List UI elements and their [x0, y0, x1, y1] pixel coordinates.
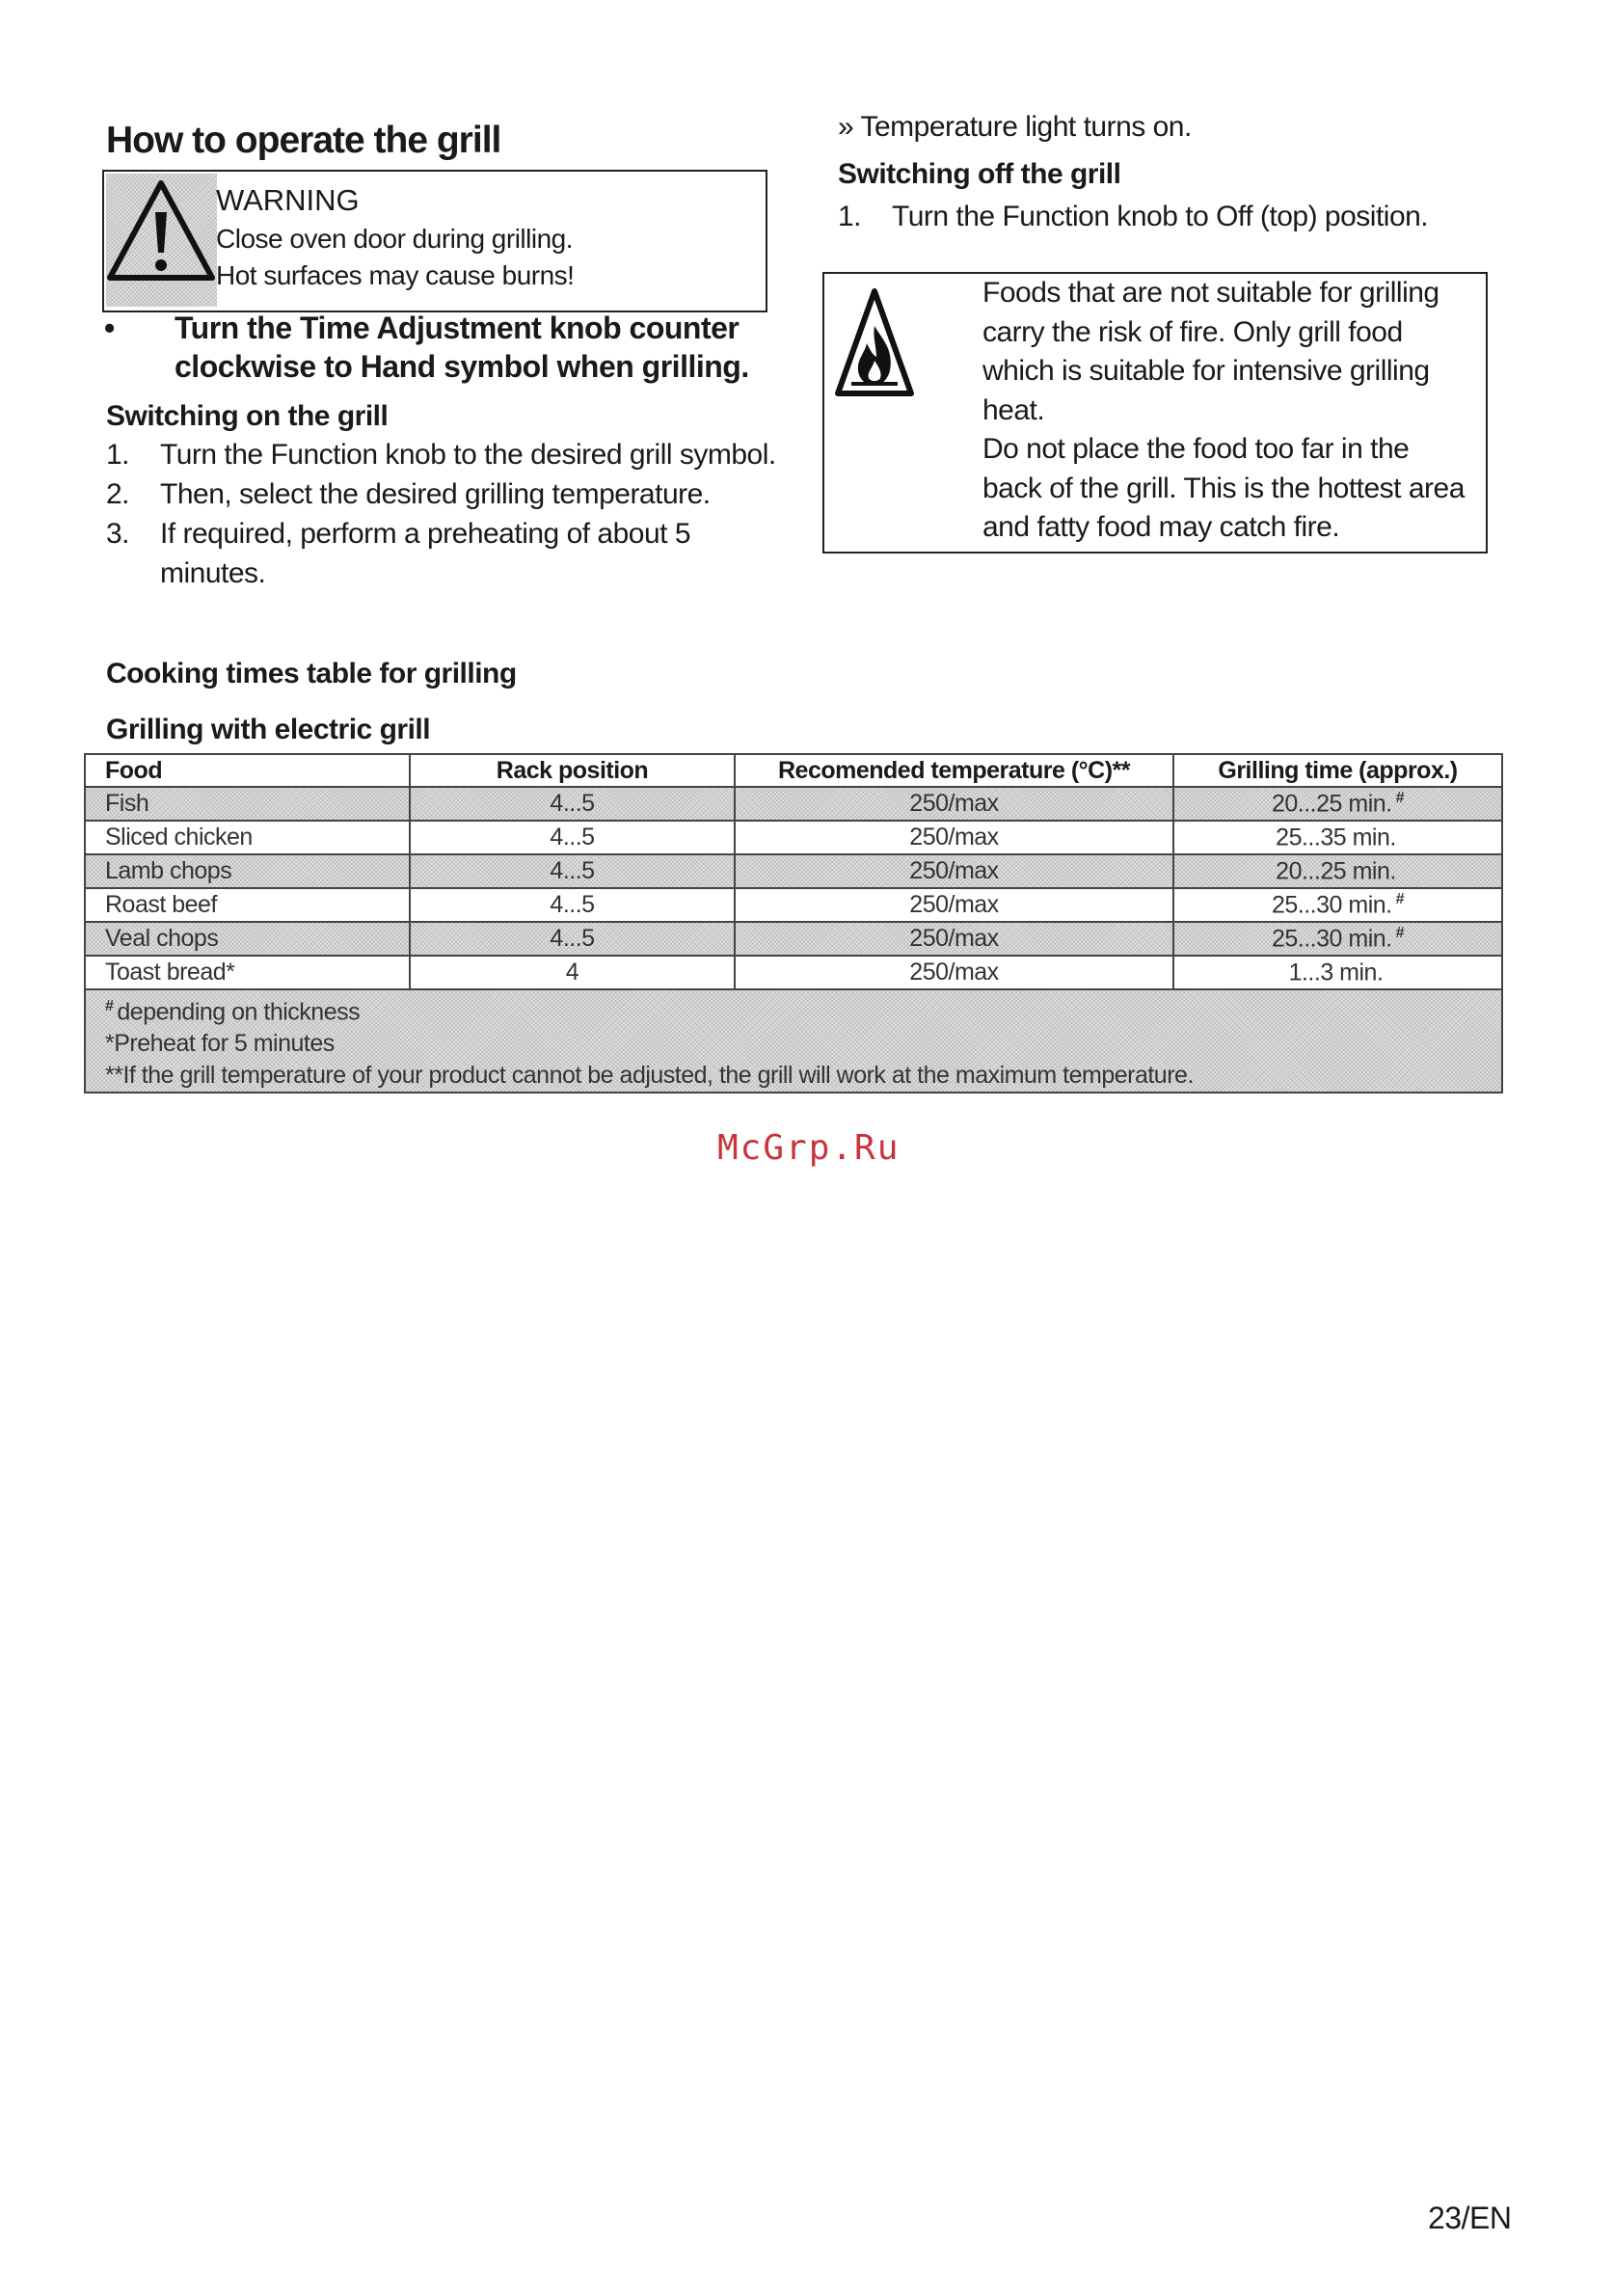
warning-box	[102, 170, 767, 312]
time-value: 20...25 min.	[1276, 857, 1396, 885]
fire-line: and fatty food may catch fire.	[982, 511, 1340, 543]
bullet-line-2: clockwise to Hand symbol when grilling.	[175, 349, 749, 384]
header-temperature: Recomended temperature (°C)**	[735, 754, 1173, 787]
cell-food: Fish	[85, 787, 410, 821]
table-row	[85, 821, 1502, 854]
cell-rack: 4	[410, 956, 735, 989]
cell-time	[1173, 787, 1502, 821]
header-rack: Rack position	[410, 754, 735, 787]
grilling-subtitle: Grilling with electric grill	[106, 714, 431, 745]
thickness-mark: #	[1395, 789, 1405, 806]
fire-line: Foods that are not suitable for grilling	[982, 277, 1439, 309]
time-value: 25...30 min.	[1271, 891, 1392, 919]
time-value: 1...3 min.	[1288, 959, 1384, 986]
fire-line: which is suitable for intensive grilling	[982, 355, 1430, 387]
cell-rack: 4...5	[410, 787, 735, 821]
switching-off-heading: Switching off the grill	[838, 158, 1121, 190]
table-row	[85, 787, 1502, 821]
time-value: 25...35 min.	[1276, 824, 1396, 851]
warning-line-1: Close oven door during grilling.	[216, 224, 573, 254]
table-notes	[85, 989, 1502, 1093]
cell-rack: 4...5	[410, 854, 735, 888]
step-number: 3.	[106, 518, 130, 550]
watermark: McGrp.Ru	[717, 1128, 901, 1168]
temperature-light-note: » Temperature light turns on.	[838, 111, 1192, 143]
note-mark: #	[105, 998, 114, 1014]
cell-rack: 4...5	[410, 821, 735, 854]
step-2	[106, 478, 711, 511]
bullet-line-1: Turn the Time Adjustment knob counter	[175, 311, 740, 345]
warning-heading: WARNING	[216, 183, 360, 217]
step-3-continued: minutes.	[160, 557, 266, 589]
page-number: 23/EN	[1428, 2201, 1512, 2235]
cell-temp: 250/max	[735, 854, 1173, 888]
time-value: 25...30 min.	[1271, 925, 1392, 953]
note-text: depending on thickness	[117, 998, 361, 1026]
warning-icon	[106, 174, 217, 307]
fire-line: carry the risk of fire. Only grill food	[982, 315, 1403, 348]
cell-temp: 250/max	[735, 787, 1173, 821]
step-1	[106, 439, 776, 472]
switching-on-heading: Switching on the grill	[106, 400, 389, 432]
cooking-times-heading: Cooking times table for grilling	[106, 658, 517, 689]
cell-temp: 250/max	[735, 821, 1173, 854]
cell-time	[1173, 956, 1502, 989]
cell-time	[1173, 821, 1502, 854]
step-3	[106, 518, 690, 551]
fire-hazard-icon	[834, 280, 915, 401]
table-row	[85, 888, 1502, 922]
cell-temp: 250/max	[735, 956, 1173, 989]
step-text: Turn the Function knob to Off (top) position.	[892, 201, 1429, 232]
page-title: How to operate the grill	[106, 120, 501, 161]
step-number: 1.	[106, 439, 130, 471]
step-text: Turn the Function knob to the desired grill symbol.	[160, 439, 776, 471]
table-row	[85, 922, 1502, 956]
header-food: Food	[85, 754, 410, 787]
thickness-mark: #	[1395, 924, 1405, 941]
cell-time	[1173, 922, 1502, 956]
fire-line: Do not place the food too far in the	[982, 433, 1410, 465]
warning-line-2: Hot surfaces may cause burns!	[216, 260, 575, 290]
grilling-table	[84, 753, 1503, 1094]
fire-warning-box	[822, 272, 1488, 554]
cell-rack: 4...5	[410, 922, 735, 956]
time-value: 20...25 min.	[1271, 790, 1392, 818]
step-text: If required, perform a preheating of about 5	[160, 518, 691, 550]
note-preheat: *Preheat for 5 minutes	[105, 1030, 335, 1058]
step-number: 2.	[106, 478, 130, 510]
cell-food: Sliced chicken	[85, 821, 410, 854]
cell-rack: 4...5	[410, 888, 735, 922]
header-time: Grilling time (approx.)	[1173, 754, 1502, 787]
table-header-row	[85, 754, 1502, 787]
bullet-symbol: •	[104, 311, 115, 345]
cell-food: Lamb chops	[85, 854, 410, 888]
step-text: Then, select the desired grilling temperature.	[160, 478, 711, 510]
cell-food: Roast beef	[85, 888, 410, 922]
grilling-table-wrap	[84, 753, 1503, 1094]
cell-time	[1173, 888, 1502, 922]
cell-temp: 250/max	[735, 922, 1173, 956]
cell-food: Veal chops	[85, 922, 410, 956]
cell-food: Toast bread*	[85, 956, 410, 989]
table-row	[85, 956, 1502, 989]
thickness-mark: #	[1395, 890, 1405, 907]
switch-off-step	[838, 201, 1428, 233]
fire-line: back of the grill. This is the hottest area	[982, 472, 1465, 504]
cell-temp: 250/max	[735, 888, 1173, 922]
table-row	[85, 854, 1502, 888]
fire-line: heat.	[982, 393, 1045, 426]
note-max-temperature: **If the grill temperature of your product cannot be adjusted, the grill will work at the maximum temperature.	[105, 1062, 1194, 1090]
step-number: 1.	[838, 201, 862, 232]
table-notes-row	[85, 989, 1502, 1093]
cell-time	[1173, 854, 1502, 888]
note-thickness	[105, 990, 1482, 1028]
fire-warning-text	[982, 274, 1465, 548]
